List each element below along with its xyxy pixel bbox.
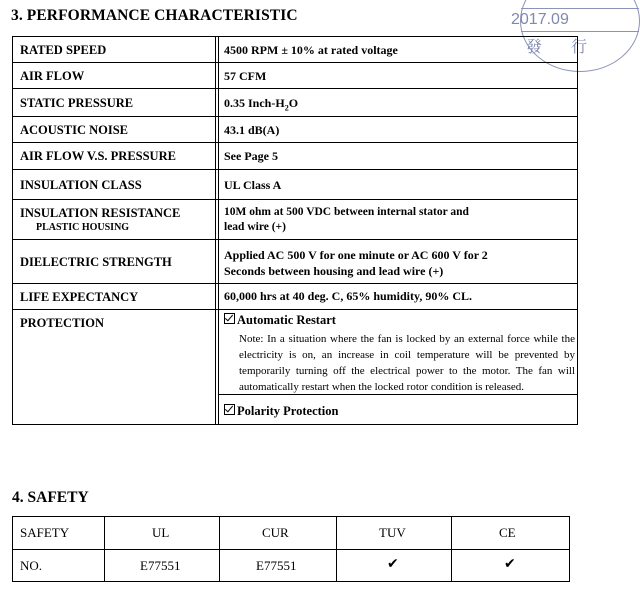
checkbox-checked-icon (224, 313, 235, 324)
label-protection: PROTECTION (20, 316, 105, 330)
section-3-title: 3. PERFORMANCE CHARACTERISTIC (11, 7, 298, 24)
value-static-pressure-subscript: 2 (284, 103, 289, 113)
safety-row-divider (13, 549, 569, 550)
safety-table (12, 516, 570, 582)
value-insulation-line2: lead wire (+) (224, 221, 286, 233)
stamp-year: 2017.09 (511, 11, 569, 28)
label-life-expectancy: LIFE EXPECTANCY (20, 290, 139, 304)
safety-header-ce: CE (499, 525, 516, 540)
value-insulation-resistance (224, 205, 469, 235)
label-insulation-class: INSULATION CLASS (20, 178, 142, 192)
stamp-line (521, 8, 639, 9)
label-airflow-vs-pressure: AIR FLOW V.S. PRESSURE (20, 149, 176, 163)
safety-col-divider (451, 517, 452, 581)
row-static-pressure (13, 89, 577, 117)
value-dielectric-strength (224, 247, 488, 279)
option-automatic-restart-label: Automatic Restart (237, 313, 336, 327)
row-air-flow (13, 63, 577, 89)
option-polarity-protection (224, 404, 338, 419)
label-acoustic-noise: ACOUSTIC NOISE (20, 123, 129, 137)
safety-col-divider (104, 517, 105, 581)
value-airflow-vs-pressure: See Page 5 (224, 149, 278, 163)
safety-header-ul: UL (152, 525, 170, 540)
row-insulation-resistance (13, 200, 577, 240)
row-rated-speed (13, 37, 577, 63)
label-air-flow: AIR FLOW (20, 69, 85, 83)
row-airflow-vs-pressure (13, 143, 577, 170)
label-static-pressure: STATIC PRESSURE (20, 96, 134, 110)
safety-ce-checkmark-icon: ✔ (504, 556, 516, 572)
safety-col-divider (219, 517, 220, 581)
safety-header-safety: SAFETY (20, 525, 70, 540)
label-insulation-resistance-main: INSULATION RESISTANCE (20, 206, 181, 220)
row-dielectric-strength (13, 240, 577, 284)
option-polarity-protection-label: Polarity Protection (237, 404, 339, 418)
safety-row-label: NO. (20, 558, 43, 573)
safety-cur-number: E77551 (256, 558, 297, 573)
row-insulation-class (13, 170, 577, 200)
label-plastic-housing: PLASTIC HOUSING (36, 222, 130, 233)
stamp-glyph-right: 行 (571, 37, 588, 56)
stamp-line (521, 31, 639, 32)
value-life-expectancy: 60,000 hrs at 40 deg. C, 65% humidity, 90% CL. (224, 289, 473, 303)
safety-col-divider (336, 517, 337, 581)
value-insulation-line1: 10M ohm at 500 VDC between internal stator and (224, 206, 469, 218)
value-static-pressure (224, 96, 298, 112)
safety-ul-number: E77551 (140, 558, 181, 573)
value-air-flow: 57 CFM (224, 69, 267, 83)
value-rated-speed: 4500 RPM ± 10% at rated voltage (224, 43, 398, 57)
performance-table (12, 36, 578, 425)
label-rated-speed: RATED SPEED (20, 43, 107, 57)
label-insulation-resistance (20, 206, 180, 233)
value-static-pressure-suffix: O (288, 96, 299, 110)
option-automatic-restart (224, 313, 336, 328)
row-acoustic-noise (13, 117, 577, 143)
value-static-pressure-main: 0.35 Inch-H (224, 96, 285, 110)
protection-note: Note: In a situation where the fan is locked by an external force while the electricity is on, an increase in coil temperature will be prevented by temporarily turning off the electrical power to the motor. The fan will automatically restart when the locked rotor condition is released. (239, 333, 575, 393)
value-dielectric-line1: Applied AC 500 V for one minute or AC 600 V for 2 (224, 248, 488, 262)
row-life-expectancy (13, 284, 577, 310)
stamp-glyph-left: 發 (526, 37, 543, 56)
section-4-title: 4. SAFETY (12, 489, 89, 506)
value-dielectric-line2: Seconds between housing and lead wire (+) (224, 264, 444, 278)
label-dielectric-strength: DIELECTRIC STRENGTH (20, 255, 172, 269)
safety-tuv-checkmark-icon: ✔ (387, 556, 399, 572)
safety-header-cur: CUR (262, 525, 289, 540)
safety-header-tuv: TUV (379, 525, 406, 540)
value-acoustic-noise: 43.1 dB(A) (224, 123, 280, 137)
checkbox-checked-icon (224, 404, 235, 415)
value-insulation-class: UL Class A (224, 178, 282, 192)
